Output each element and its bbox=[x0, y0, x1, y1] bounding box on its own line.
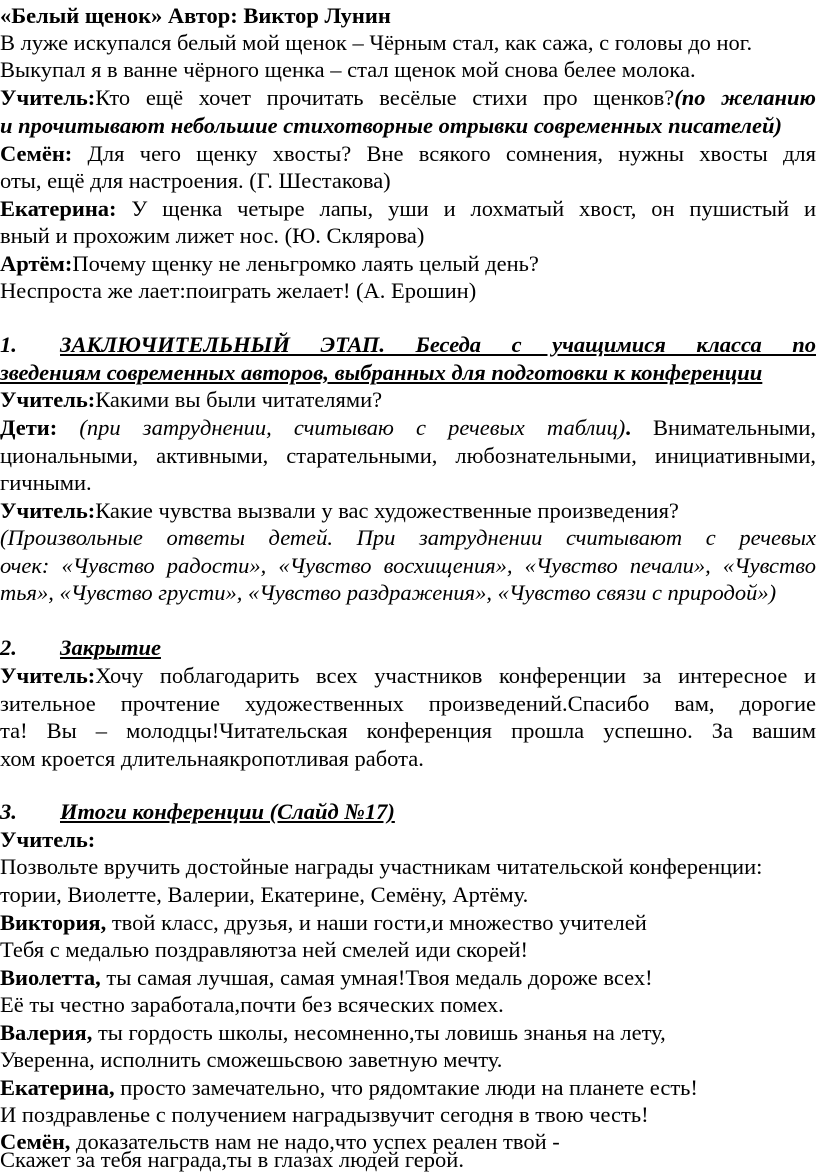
award-verse: И поздравленье с получением наградызвучит сегодня в твою честь! bbox=[0, 1102, 649, 1127]
section-heading-1-cont: зведениям современных авторов, выбранных для подготовки к конференции bbox=[0, 360, 763, 385]
award-name: Виолетта, bbox=[0, 965, 101, 990]
award-name: Виктория, bbox=[0, 910, 107, 935]
children-line: Дети: (при затруднении, считываю с речевых таблиц). Внимательными, bbox=[0, 415, 816, 440]
text-line: Позвольте вручить достойные награды участникам читательской конференции: bbox=[0, 854, 763, 879]
award-name: Екатерина, bbox=[0, 1075, 115, 1100]
poem-line: Выкупал я в ванне чёрного щенка – стал щенок мой снова белее молока. bbox=[0, 57, 696, 82]
stage-direction: и прочитывают небольшие стихотворные отрывки современных писателей) bbox=[0, 113, 782, 138]
student-line: Екатерина: У щенка четыре лапы, уши и лохматый хвост, он пушистый и bbox=[0, 196, 816, 221]
speaker-label: Учитель: bbox=[0, 387, 96, 412]
teacher-line: Учитель:Какими вы были читателями? bbox=[0, 387, 383, 412]
section-heading-3: 3. Итоги конференции (Слайд №17) bbox=[0, 799, 395, 824]
speaker-label: Учитель: bbox=[0, 498, 96, 523]
stage-direction: (Произвольные ответы детей. При затруднении считывают с речевых bbox=[0, 525, 816, 550]
speaker-label: Дети: bbox=[0, 415, 58, 440]
text-line: циональными, активными, старательными, любознательными, инициативными, bbox=[0, 443, 816, 468]
award-verse: Тебя с медалью поздравляютза ней смелей иди скорей! bbox=[0, 937, 529, 962]
stage-direction: тья», «Чувство грусти», «Чувство раздражения», «Чувство связи с природой») bbox=[0, 580, 777, 605]
teacher-line: Учитель:Какие чувства вызвали у вас художественные произведения? bbox=[0, 498, 679, 523]
student-line: Артём:Почему щенку не леньгромко лаять целый день? bbox=[0, 251, 539, 276]
speaker-label: Екатерина: bbox=[0, 196, 117, 221]
stage-direction: очек: «Чувство радости», «Чувство восхищения», «Чувство печали», «Чувство bbox=[0, 553, 816, 578]
teacher-line: Учитель:Кто ещё хочет прочитать весёлые стихи про щенков?(по желанию bbox=[0, 85, 816, 110]
award-verse: Валерия, ты гордость школы, несомненно,ты ловишь знанья на лету, bbox=[0, 1020, 666, 1045]
text-line: Неспроста же лает:поиграть желает! (А. Ерошин) bbox=[0, 278, 477, 303]
section-heading-1: 1. ЗАКЛЮЧИТЕЛЬНЫЙ ЭТАП. Беседа с учащимися класса по bbox=[0, 332, 816, 357]
text-line: оты, ещё для настроения. (Г. Шестакова) bbox=[0, 168, 391, 193]
speaker-label: Учитель: bbox=[0, 85, 96, 110]
teacher-line bbox=[0, 826, 816, 854]
award-verse: Виолетта, ты самая лучшая, самая умная!Твоя медаль дороже всех! bbox=[0, 965, 653, 990]
award-name: Валерия, bbox=[0, 1020, 93, 1045]
award-verse: Екатерина, просто замечательно, что рядомтакие люди на планете есть! bbox=[0, 1075, 698, 1100]
award-verse: Её ты честно заработала,почти без всяческих помех. bbox=[0, 992, 504, 1017]
student-line: Семён: Для чего щенку хвосты? Вне всякого сомнения, нужны хвосты для bbox=[0, 141, 816, 166]
speaker-label: Семён: bbox=[0, 141, 73, 166]
award-verse: Скажет за тебя награда,ты в глазах людей герой. bbox=[0, 1147, 464, 1172]
section-heading-2: 2. Закрытие bbox=[0, 635, 161, 660]
teacher-line: Учитель:Хочу поблагодарить всех участников конференции за интересное и bbox=[0, 663, 816, 688]
text-line: вный и прохожим лижет нос. (Ю. Склярова) bbox=[0, 223, 425, 248]
text-line: тории, Виолетте, Валерии, Екатерине, Семёну, Артёму. bbox=[0, 882, 529, 907]
award-verse: Уверенна, исполнить сможешьсвою заветную мечту. bbox=[0, 1047, 503, 1072]
speaker-label: Учитель: bbox=[0, 827, 96, 852]
speaker-label: Артём: bbox=[0, 251, 73, 276]
award-verse: Семён, доказательств нам не надо,что успех реален твой - bbox=[0, 1129, 560, 1154]
award-verse: Виктория, твой класс, друзья, и наши гости,и множество учителей bbox=[0, 910, 647, 935]
poem-line: В луже искупался белый мой щенок – Чёрным стал, как сажа, с головы до ног. bbox=[0, 30, 753, 55]
speaker-label: Учитель: bbox=[0, 663, 96, 688]
text-line: та! Вы – молодцы!Читательская конференция прошла успешно. За вашим bbox=[0, 718, 816, 743]
text-line: гичными. bbox=[0, 470, 92, 495]
text-line: хом кроется длительнаякропотливая работа. bbox=[0, 746, 424, 771]
poem-title: «Белый щенок» Автор: Виктор Лунин bbox=[0, 3, 391, 28]
text-line: зительное прочтение художественных произведений.Спасибо вам, дорогие bbox=[0, 691, 816, 716]
award-name: Семён, bbox=[0, 1129, 71, 1154]
